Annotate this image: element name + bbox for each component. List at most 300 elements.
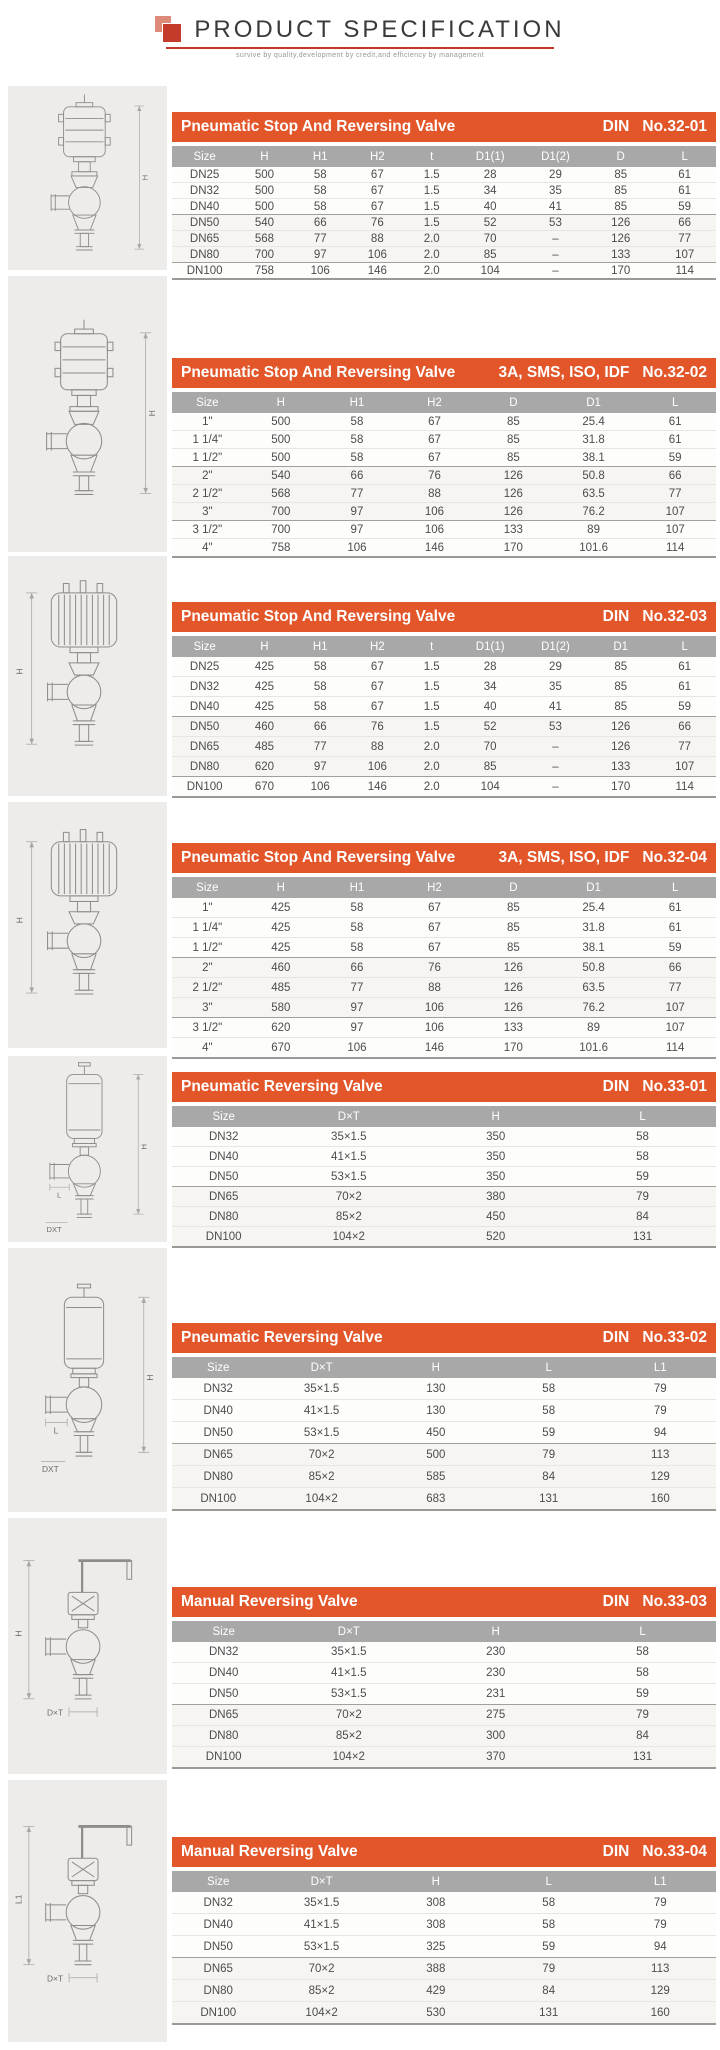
table-cell: 76.2 xyxy=(553,998,635,1018)
table-cell: 67 xyxy=(395,898,474,918)
table-cell: 106 xyxy=(349,247,406,263)
table-cell: 2" xyxy=(172,467,243,485)
table-row xyxy=(172,777,716,798)
table-cell: 35×1.5 xyxy=(264,1378,378,1400)
table-cell: 146 xyxy=(395,1038,474,1059)
table-cell: DN40 xyxy=(172,1147,275,1167)
table-cell: DN40 xyxy=(172,697,237,717)
valve-drawing xyxy=(8,1518,167,1774)
table-cell: 66 xyxy=(292,717,349,737)
valve-drawing xyxy=(8,1056,167,1242)
column-header: D1(2) xyxy=(523,146,588,167)
table-cell: 97 xyxy=(292,757,349,777)
table-cell: – xyxy=(523,247,588,263)
table-cell: 160 xyxy=(604,2002,716,2025)
table-cell: DN80 xyxy=(172,1466,264,1488)
spec-table xyxy=(172,636,716,798)
table-cell: 70 xyxy=(458,737,523,757)
table-cell: 76 xyxy=(395,958,474,978)
table-cell: 2 1/2" xyxy=(172,978,243,998)
table-cell: 88 xyxy=(349,231,406,247)
table-cell: 370 xyxy=(422,1747,569,1769)
table-cell: 58 xyxy=(493,1914,605,1936)
table-cell: 500 xyxy=(243,431,319,449)
table-row xyxy=(172,263,716,280)
valve-drawing xyxy=(8,86,167,270)
table-cell: DN100 xyxy=(172,263,237,280)
table-row xyxy=(172,1663,716,1684)
table-cell: 79 xyxy=(493,1958,605,1980)
table-cell: 380 xyxy=(422,1187,569,1207)
table-cell: 126 xyxy=(474,998,553,1018)
column-header: Size xyxy=(172,877,243,898)
table-cell: 35×1.5 xyxy=(275,1127,422,1147)
table-title: Manual Reversing Valve xyxy=(181,1593,358,1610)
table-cell: 59 xyxy=(653,199,716,215)
table-cell: 350 xyxy=(422,1127,569,1147)
table-cell: 126 xyxy=(588,231,653,247)
table-cell: 66 xyxy=(634,467,716,485)
column-header: D1 xyxy=(553,392,635,413)
table-cell: 97 xyxy=(319,503,395,521)
table-cell: 308 xyxy=(379,1892,493,1914)
table-cell: 114 xyxy=(653,777,716,798)
table-cell: 3 1/2" xyxy=(172,521,243,539)
table-cell: 683 xyxy=(379,1488,493,1511)
table-cell: 104×2 xyxy=(264,1488,378,1511)
table-number: No.32-03 xyxy=(642,608,707,625)
table-cell: 106 xyxy=(292,263,349,280)
table-cell: 620 xyxy=(237,757,291,777)
table-title: Pneumatic Stop And Reversing Valve xyxy=(181,608,456,625)
title-underline xyxy=(166,47,554,49)
table-cell: 126 xyxy=(588,717,653,737)
table-cell: 61 xyxy=(653,677,716,697)
page-header xyxy=(0,16,720,59)
table-cell: 1.5 xyxy=(406,657,458,677)
table-cell: 77 xyxy=(292,737,349,757)
table-cell: 104 xyxy=(458,777,523,798)
table-cell: 4" xyxy=(172,539,243,558)
table-cell: 85 xyxy=(588,657,653,677)
table-row xyxy=(172,1684,716,1705)
table-cell: 76 xyxy=(349,717,406,737)
table-cell: 275 xyxy=(422,1705,569,1726)
table-cell: 70×2 xyxy=(275,1705,422,1726)
table-cell: 104×2 xyxy=(264,2002,378,2025)
table-cell: 61 xyxy=(634,413,716,431)
table-cell: 67 xyxy=(395,918,474,938)
valve-drawing xyxy=(8,1248,167,1512)
table-cell: 66 xyxy=(292,215,349,231)
table-cell: 1.5 xyxy=(406,697,458,717)
table-cell: 58 xyxy=(319,449,395,467)
valve-drawing xyxy=(8,276,167,552)
table-cell: DN100 xyxy=(172,777,237,798)
table-row xyxy=(172,1038,716,1059)
table-cell: 58 xyxy=(493,1378,605,1400)
table-cell: 67 xyxy=(349,697,406,717)
table-number: No.32-04 xyxy=(642,849,707,866)
table-cell: 67 xyxy=(349,677,406,697)
table-cell: 106 xyxy=(319,539,395,558)
table-cell: 63.5 xyxy=(553,485,635,503)
table-cell: 106 xyxy=(349,757,406,777)
table-row xyxy=(172,1187,716,1207)
table-cell: 101.6 xyxy=(553,539,635,558)
column-header: Size xyxy=(172,636,237,657)
table-cell: 2.0 xyxy=(406,263,458,280)
table-cell: 230 xyxy=(422,1663,569,1684)
table-cell: 58 xyxy=(292,199,349,215)
table-row xyxy=(172,231,716,247)
table-cell: 35 xyxy=(523,183,588,199)
table-cell: 107 xyxy=(653,247,716,263)
table-cell: 58 xyxy=(493,1892,605,1914)
table-cell: 170 xyxy=(588,263,653,280)
column-header: Size xyxy=(172,1106,275,1127)
table-row xyxy=(172,958,716,978)
tagline: survive by quality,development by credit,and efficiency by management xyxy=(236,52,484,59)
table-cell: 85 xyxy=(474,449,553,467)
dimension-label: D×T xyxy=(46,1708,63,1719)
valve-drawing xyxy=(8,802,167,1048)
table-cell: 350 xyxy=(422,1147,569,1167)
column-header: H xyxy=(243,392,319,413)
column-header: D xyxy=(588,146,653,167)
table-cell: 700 xyxy=(243,503,319,521)
table-cell: 107 xyxy=(634,521,716,539)
table-cell: 40 xyxy=(458,697,523,717)
table-cell: 59 xyxy=(569,1684,716,1705)
table-cell: 2" xyxy=(172,958,243,978)
table-title-bar xyxy=(172,358,716,388)
table-cell: 129 xyxy=(604,1980,716,2002)
table-cell: 41×1.5 xyxy=(275,1663,422,1684)
table-row xyxy=(172,2002,716,2025)
table-cell: 25.4 xyxy=(553,898,635,918)
table-row xyxy=(172,521,716,539)
table-cell: DN65 xyxy=(172,231,237,247)
spec-table xyxy=(172,1621,716,1769)
column-header: Size xyxy=(172,146,237,167)
column-header: H xyxy=(237,636,291,657)
table-cell: 580 xyxy=(243,998,319,1018)
spec-table xyxy=(172,146,716,280)
table-cell: 66 xyxy=(653,717,716,737)
table-title: Manual Reversing Valve xyxy=(181,1843,358,1860)
table-cell: 94 xyxy=(604,1422,716,1444)
table-row xyxy=(172,1936,716,1958)
table-row xyxy=(172,1747,716,1769)
valve-diagram xyxy=(13,1061,162,1238)
table-cell: 670 xyxy=(243,1038,319,1059)
table-row xyxy=(172,215,716,231)
table-cell: 107 xyxy=(634,998,716,1018)
table-cell: 53×1.5 xyxy=(275,1684,422,1705)
table-cell: 97 xyxy=(319,1018,395,1038)
spec-table xyxy=(172,1106,716,1248)
table-cell: 52 xyxy=(458,215,523,231)
table-row xyxy=(172,1444,716,1466)
dimension-label: DXT xyxy=(41,1463,59,1474)
table-cell: 126 xyxy=(588,215,653,231)
table-cell: 106 xyxy=(395,998,474,1018)
column-header: L xyxy=(634,392,716,413)
table-cell: 88 xyxy=(395,978,474,998)
table-cell: 500 xyxy=(237,199,291,215)
table-cell: 1.5 xyxy=(406,215,458,231)
table-cell: 85×2 xyxy=(264,1980,378,2002)
table-cell: 113 xyxy=(604,1444,716,1466)
table-cell: 425 xyxy=(237,677,291,697)
table-cell: 308 xyxy=(379,1914,493,1936)
table-cell: 460 xyxy=(237,717,291,737)
table-cell: 41×1.5 xyxy=(264,1914,378,1936)
table-cell: 77 xyxy=(634,485,716,503)
table-cell: DN50 xyxy=(172,1936,264,1958)
table-cell: 41×1.5 xyxy=(264,1400,378,1422)
table-cell: 40 xyxy=(458,199,523,215)
table-row xyxy=(172,1378,716,1400)
column-header: D1(1) xyxy=(458,636,523,657)
table-cell: 52 xyxy=(458,717,523,737)
table-cell: 77 xyxy=(319,978,395,998)
table-cell: 170 xyxy=(474,539,553,558)
table-cell: – xyxy=(523,737,588,757)
table-cell: – xyxy=(523,263,588,280)
table-cell: 300 xyxy=(422,1726,569,1747)
table-cell: 133 xyxy=(588,757,653,777)
table-cell: 77 xyxy=(634,978,716,998)
table-cell: 1.5 xyxy=(406,677,458,697)
table-cell: 67 xyxy=(349,167,406,183)
table-title-bar xyxy=(172,1587,716,1617)
table-cell: 85 xyxy=(588,677,653,697)
table-cell: 113 xyxy=(604,1958,716,1980)
table-row xyxy=(172,1726,716,1747)
table-cell: DN50 xyxy=(172,717,237,737)
table-cell: DN100 xyxy=(172,1747,275,1769)
table-cell: 1.5 xyxy=(406,717,458,737)
table-cell: 4" xyxy=(172,1038,243,1059)
table-title: Pneumatic Reversing Valve xyxy=(181,1078,383,1095)
table-cell: DN65 xyxy=(172,1958,264,1980)
table-cell: 133 xyxy=(474,1018,553,1038)
table-cell: 58 xyxy=(292,697,349,717)
table-cell: 70×2 xyxy=(264,1958,378,1980)
table-cell: 130 xyxy=(379,1378,493,1400)
table-cell: 61 xyxy=(634,431,716,449)
table-cell: 53 xyxy=(523,717,588,737)
table-cell: 1 1/4" xyxy=(172,431,243,449)
table-standard: DIN xyxy=(602,1078,630,1095)
table-cell: 61 xyxy=(653,167,716,183)
table-cell: 2.0 xyxy=(406,247,458,263)
table-cell: 67 xyxy=(349,657,406,677)
table-cell: 34 xyxy=(458,677,523,697)
table-cell: 1 1/2" xyxy=(172,449,243,467)
table-cell: DN100 xyxy=(172,1227,275,1248)
column-header: D1(2) xyxy=(523,636,588,657)
column-header: Size xyxy=(172,1357,264,1378)
table-row xyxy=(172,503,716,521)
table-cell: 79 xyxy=(604,1400,716,1422)
table-standard: 3A, SMS, ISO, IDF xyxy=(498,364,630,381)
table-cell: 530 xyxy=(379,2002,493,2025)
table-title-bar xyxy=(172,843,716,873)
table-cell: 25.4 xyxy=(553,413,635,431)
table-cell: DN50 xyxy=(172,1167,275,1187)
table-cell: 41 xyxy=(523,697,588,717)
table-cell: DN40 xyxy=(172,1400,264,1422)
table-row xyxy=(172,199,716,215)
table-cell: 84 xyxy=(569,1726,716,1747)
table-cell: DN32 xyxy=(172,1378,264,1400)
table-row xyxy=(172,898,716,918)
table-cell: 1 1/2" xyxy=(172,938,243,958)
table-cell: 106 xyxy=(395,1018,474,1038)
table-cell: 106 xyxy=(292,777,349,798)
table-cell: 67 xyxy=(349,199,406,215)
table-cell: 126 xyxy=(474,467,553,485)
table-row xyxy=(172,413,716,431)
table-cell: 58 xyxy=(319,918,395,938)
table-cell: 70×2 xyxy=(275,1187,422,1207)
table-row xyxy=(172,449,716,467)
table-number: No.32-01 xyxy=(642,118,707,135)
table-cell: 58 xyxy=(569,1147,716,1167)
table-cell: 620 xyxy=(243,1018,319,1038)
table-cell: DN40 xyxy=(172,199,237,215)
table-row xyxy=(172,1958,716,1980)
dimension-label: H xyxy=(139,1143,149,1150)
table-cell: 231 xyxy=(422,1684,569,1705)
dimension-label: D×T xyxy=(46,1973,63,1984)
table-cell: 66 xyxy=(319,958,395,978)
table-cell: 41×1.5 xyxy=(275,1147,422,1167)
table-row xyxy=(172,1422,716,1444)
table-row xyxy=(172,1705,716,1726)
column-header: D×T xyxy=(275,1621,422,1642)
table-cell: DN25 xyxy=(172,657,237,677)
dimension-label: H xyxy=(13,1630,24,1637)
table-standard: DIN xyxy=(602,1329,630,1346)
table-cell: 53×1.5 xyxy=(264,1422,378,1444)
table-cell: 106 xyxy=(395,503,474,521)
table-cell: 58 xyxy=(292,677,349,697)
column-header: L xyxy=(569,1106,716,1127)
page-title: PRODUCT SPECIFICATION xyxy=(194,15,565,43)
table-cell: 38.1 xyxy=(553,938,635,958)
table-cell: 58 xyxy=(569,1663,716,1684)
table-cell: 94 xyxy=(604,1936,716,1958)
column-header: L xyxy=(569,1621,716,1642)
column-header: H xyxy=(422,1106,569,1127)
table-cell: DN50 xyxy=(172,1684,275,1705)
brand-logo-icon xyxy=(155,16,182,43)
table-cell: 350 xyxy=(422,1167,569,1187)
table-cell: 34 xyxy=(458,183,523,199)
table-cell: 460 xyxy=(243,958,319,978)
column-header: Size xyxy=(172,1871,264,1892)
table-cell: 85 xyxy=(588,697,653,717)
table-cell: 67 xyxy=(395,449,474,467)
table-cell: 130 xyxy=(379,1400,493,1422)
table-row xyxy=(172,998,716,1018)
table-cell: 146 xyxy=(349,263,406,280)
column-header: H xyxy=(237,146,291,167)
table-cell: 129 xyxy=(604,1466,716,1488)
table-row xyxy=(172,1127,716,1147)
table-cell: 59 xyxy=(653,697,716,717)
table-cell: 85×2 xyxy=(275,1207,422,1227)
table-cell: 28 xyxy=(458,657,523,677)
column-header: H2 xyxy=(349,146,406,167)
table-cell: DN50 xyxy=(172,1422,264,1444)
spec-table xyxy=(172,392,716,558)
table-row xyxy=(172,938,716,958)
table-cell: 131 xyxy=(493,2002,605,2025)
spec-section xyxy=(172,112,716,280)
table-standard: DIN xyxy=(602,118,630,135)
table-cell: DN65 xyxy=(172,1187,275,1207)
table-cell: 2.0 xyxy=(406,777,458,798)
table-row xyxy=(172,1018,716,1038)
dimension-label: H xyxy=(14,668,25,675)
spec-section xyxy=(172,843,716,1059)
table-cell: 114 xyxy=(634,1038,716,1059)
table-cell: 88 xyxy=(349,737,406,757)
column-header: D×T xyxy=(264,1357,378,1378)
table-cell: 700 xyxy=(237,247,291,263)
table-cell: 126 xyxy=(474,958,553,978)
table-cell: 58 xyxy=(569,1642,716,1663)
table-cell: 131 xyxy=(493,1488,605,1511)
table-cell: 3" xyxy=(172,503,243,521)
table-cell: 76 xyxy=(395,467,474,485)
column-header: H xyxy=(379,1871,493,1892)
table-cell: 126 xyxy=(474,503,553,521)
spec-table xyxy=(172,1357,716,1511)
valve-diagram xyxy=(13,562,162,790)
table-row xyxy=(172,697,716,717)
table-row xyxy=(172,1400,716,1422)
table-cell: 1" xyxy=(172,413,243,431)
table-cell: 758 xyxy=(243,539,319,558)
table-cell: 126 xyxy=(588,737,653,757)
valve-diagram xyxy=(13,1524,162,1767)
table-cell: 53 xyxy=(523,215,588,231)
table-cell: DN80 xyxy=(172,1980,264,2002)
table-cell: 585 xyxy=(379,1466,493,1488)
table-cell: 146 xyxy=(349,777,406,798)
column-header: D×T xyxy=(275,1106,422,1127)
table-row xyxy=(172,1167,716,1187)
table-cell: 66 xyxy=(634,958,716,978)
table-cell: 85 xyxy=(474,431,553,449)
table-row xyxy=(172,539,716,558)
spec-table xyxy=(172,877,716,1059)
dimension-label: L xyxy=(56,1189,61,1199)
table-cell: 97 xyxy=(319,521,395,539)
column-header: D1 xyxy=(553,877,635,898)
table-cell: 59 xyxy=(634,449,716,467)
table-cell: 101.6 xyxy=(553,1038,635,1059)
table-row xyxy=(172,1466,716,1488)
table-cell: 3 1/2" xyxy=(172,1018,243,1038)
column-header: H2 xyxy=(349,636,406,657)
